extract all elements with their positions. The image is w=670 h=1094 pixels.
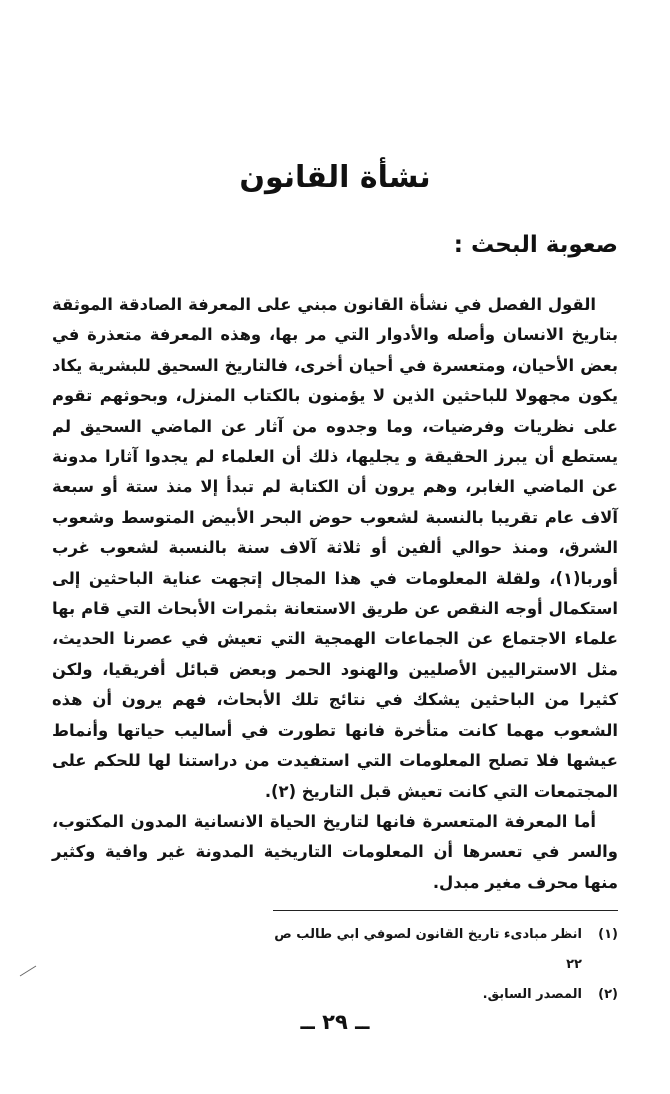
footnote-marker: (٢) [598,987,618,1002]
footnote-text: انظر مبادىء تاريخ القانون لصوفي ابي طالب ص ٢٢ [274,927,582,972]
footnote-item [273,920,618,980]
section-heading: صعوبة البحث : [453,232,618,258]
chapter-title: نشأة القانون [239,160,431,195]
paragraph: أما المعرفة المتعسرة فانها لتاريخ الحياة الانسانية المدون المكتوب، والسر في تعسرها أن المعلومات التاريخية المدونة غير وافية وكثير منها محرف مغير مبدل. [52,811,618,892]
footnote-marker: (١) [598,927,618,942]
footnote-text: المصدر السابق. [482,987,582,1002]
paragraph: القول الفصل في نشأة القانون مبني على المعرفة الصادقة الموثقة بتاريخ الانسان وأصله والأدوار التي مر بها، وهذه المعرفة متعذرة في بعض الأحيان، ومتعسرة في أحيان أخرى، فالتاريخ السحيق للبشرية يكاد يكون مجهولا للباحثين الذين لا يؤمنون بالكتاب المنزل، وبحوثهم تقوم على نظريات وفرضيات، وما وجدوه من آثار عن الماضي السحيق لم يستطع أن يبرز الحقيقة و يجليها، ذلك أن العلماء لم يجدوا آثارا مدونة عن الماضي الغابر، وهم يرون أن الكتابة لم تبدأ إلا منذ ستة أو سبعة آلاف عام تقريبا بالنسبة لشعوب حوض البحر الأبيض المتوسط وشعوب الشرق، ومنذ حوالي ألفين أو ثلاثة آلاف سنة بالنسبة لشعوب غرب أوربا(١)، ولقلة المعلومات في هذا المجال إتجهت عناية الباحثين إلى استكمال أوجه النقص عن طريق الاستعانة بثمرات الأبحاث التي قام بها علماء الاجتماع عن الجماعات الهمجية التي تعيش في عصرنا الحديث، مثل الاستراليين الأصليين والهنود الحمر وبعض قبائل أفريقيا، ولكن كثيرا من الباحثين يشكك في نتائج تلك الأبحاث، فهم يرون أن هذه الشعوب مهما كانت متأخرة فانها تطورت في أساليب حياتها وأنماط عيشها فلا تصلح المعلومات التي استفيدت من دراستنا لها للحكم على المجتمعات التي كانت تعيش قبل التاريخ (٢). [52,295,618,801]
pen-stroke-mark [18,964,38,978]
footnotes [273,920,618,1010]
footnote-item [273,980,618,1010]
page-number: ــ ٢٩ ــ [300,1010,370,1034]
footnote-divider [273,910,618,911]
body-text [52,290,618,898]
